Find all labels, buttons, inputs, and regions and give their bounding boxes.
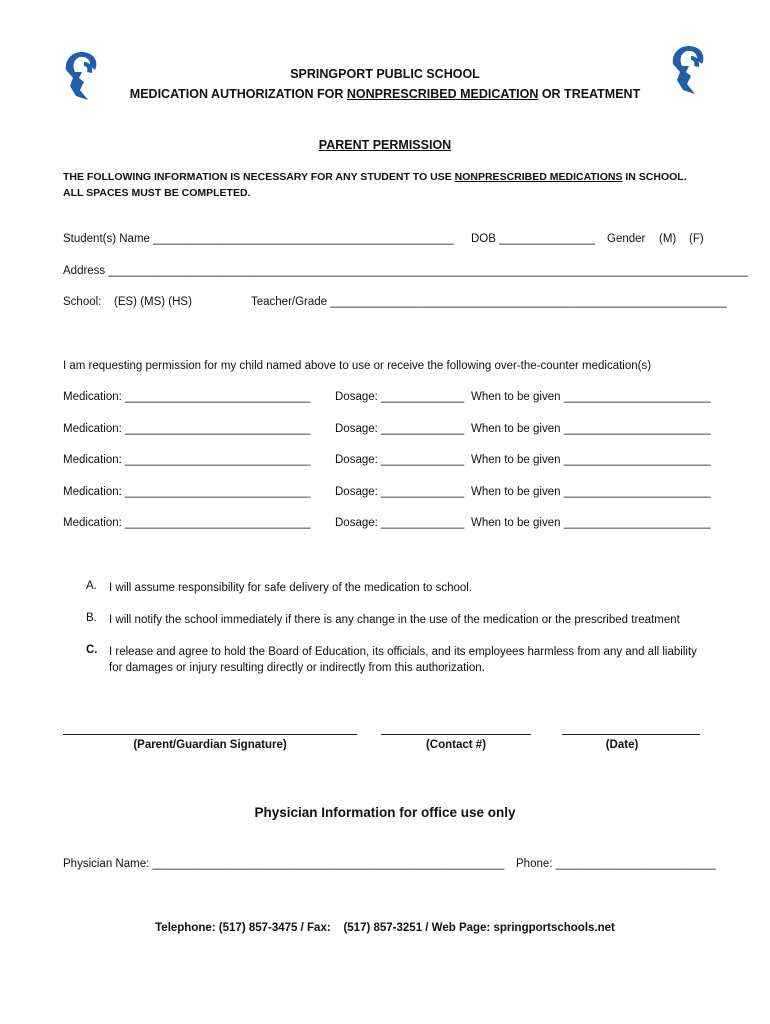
dosage-field[interactable]: Dosage: _____________ [335, 486, 465, 498]
notice-line-1: THE FOLLOWING INFORMATION IS NECESSARY FOR ANY STUDENT TO USE NONPRESCRIBED MEDICATIONS IN SCHOOL. [63, 171, 687, 183]
dob-field[interactable]: DOB _______________ [471, 233, 596, 245]
statement-text: I will notify the school immediately if there is any change in the use of the medication or the prescribed treatment [109, 614, 680, 626]
statement-letter: A. [86, 580, 97, 592]
medication-name-field[interactable]: Medication: _____________________________ [63, 486, 311, 498]
statement-letter: B. [86, 612, 97, 624]
when-given-field[interactable]: When to be given _______________________ [471, 454, 711, 466]
dosage-field[interactable]: Dosage: _____________ [335, 423, 465, 435]
dosage-field[interactable]: Dosage: _____________ [335, 517, 465, 529]
physician-phone-field[interactable]: Phone: _________________________ [516, 858, 716, 870]
gender-label: Gender [607, 233, 646, 245]
when-given-field[interactable]: When to be given _______________________ [471, 391, 711, 403]
notice-line-2: ALL SPACES MUST BE COMPLETED. [63, 187, 251, 199]
form-title: MEDICATION AUTHORIZATION FOR NONPRESCRIBED MEDICATION OR TREATMENT [129, 87, 641, 101]
medication-name-field[interactable]: Medication: _____________________________ [63, 391, 311, 403]
parent-signature-line[interactable] [63, 734, 357, 735]
contact-label: (Contact #) [425, 739, 487, 751]
school-options[interactable]: (ES) (MS) (HS) [114, 296, 192, 308]
contact-line[interactable] [381, 734, 531, 735]
footer-contact: Telephone: (517) 857-3475 / Fax: (517) 857-3251 / Web Page: springportschools.net [155, 922, 615, 934]
address-field[interactable]: Address ____________________________________________________________________________________________________ [63, 265, 748, 277]
medication-name-field[interactable]: Medication: _____________________________ [63, 517, 311, 529]
date-label: (Date) [605, 739, 639, 751]
medication-name-field[interactable]: Medication: _____________________________ [63, 423, 311, 435]
school-name: SPRINGPORT PUBLIC SCHOOL [290, 67, 480, 81]
when-given-field[interactable]: When to be given _______________________ [471, 486, 711, 498]
parent-signature-label: (Parent/Guardian Signature) [133, 739, 287, 751]
school-label: School: [63, 296, 102, 308]
when-given-field[interactable]: When to be given _______________________ [471, 517, 711, 529]
title-underlined: NONPRESCRIBED MEDICATION [346, 87, 539, 101]
dosage-field[interactable]: Dosage: _____________ [335, 454, 465, 466]
dosage-field[interactable]: Dosage: _____________ [335, 391, 465, 403]
section-title: PARENT PERMISSION [318, 138, 452, 152]
statement-letter: C. [86, 644, 98, 656]
student-name-field[interactable]: Student(s) Name _______________________________________________ [63, 233, 454, 245]
medication-name-field[interactable]: Medication: _____________________________ [63, 454, 311, 466]
when-given-field[interactable]: When to be given _______________________ [471, 423, 711, 435]
statement-text: I will assume responsibility for safe delivery of the medication to school. [109, 582, 473, 594]
statement-text: I release and agree to hold the Board of Education, its officials, and its employees harmless from any and all liability for damages or injury resulting directly or indirectly from this authorization. [109, 646, 697, 674]
physician-heading: Physician Information for office use only [254, 805, 516, 820]
date-line[interactable] [562, 734, 700, 735]
physician-name-field[interactable]: Physician Name: _______________________________________________________ [63, 858, 505, 870]
gender-f-option[interactable]: (F) [689, 233, 704, 245]
request-text: I am requesting permission for my child named above to use or receive the following over-the-counter medication(s) [63, 360, 652, 372]
teacher-grade-field[interactable]: Teacher/Grade ______________________________________________________________ [251, 296, 727, 308]
gender-m-option[interactable]: (M) [659, 233, 677, 245]
